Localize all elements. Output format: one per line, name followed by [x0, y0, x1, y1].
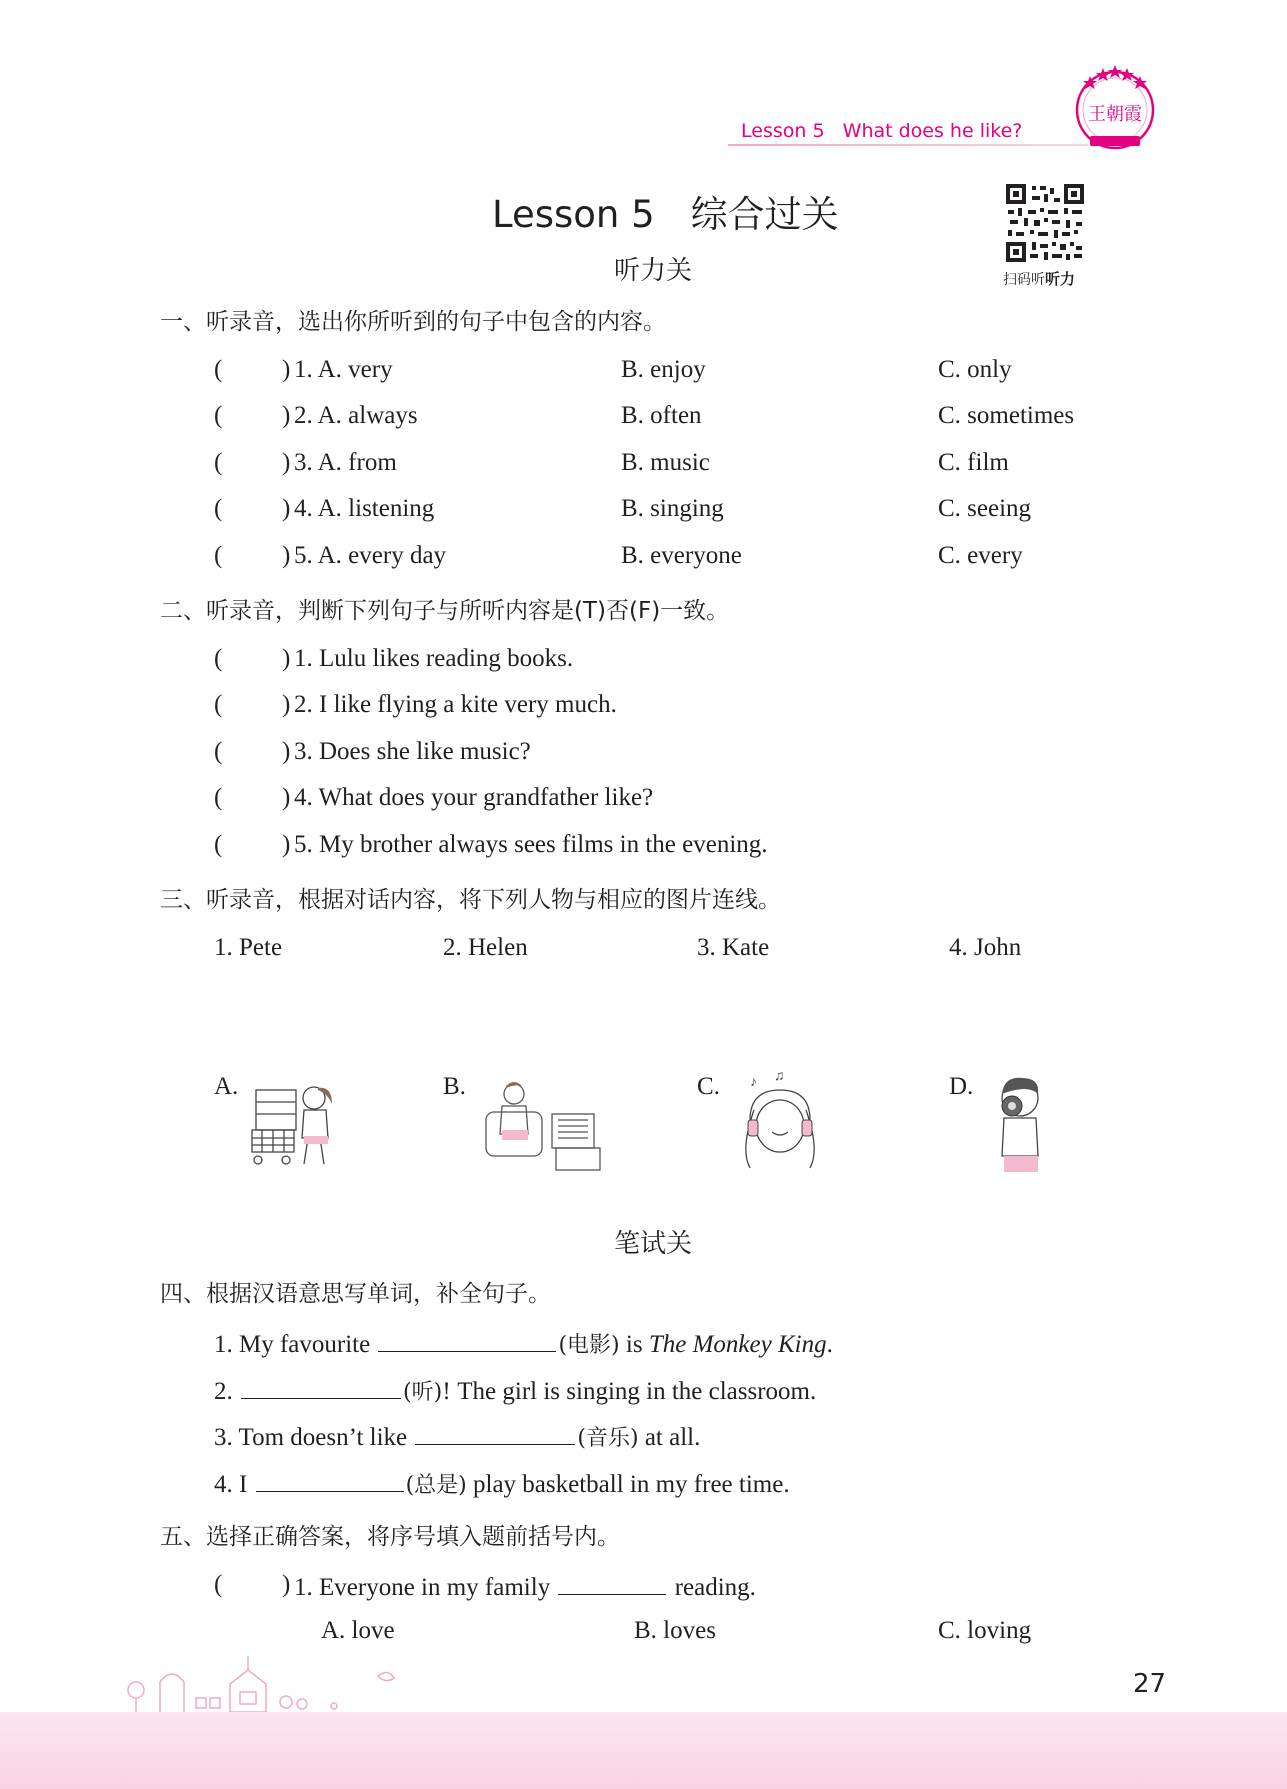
sentence-text: The girl is singing in the classroom. [457, 1378, 817, 1405]
sentence-text: 4. I [214, 1471, 248, 1498]
qr-caption-prefix: 扫码听 [1003, 272, 1045, 288]
answer-paren-close: ) [282, 495, 291, 522]
sentence-text: is [625, 1331, 643, 1358]
title-label: 综合过关 [690, 193, 839, 236]
sentence-text: . [826, 1331, 833, 1358]
qr-code-graphic [1006, 184, 1084, 262]
option-b: B. often [621, 402, 702, 429]
answer-paren-open: ( [214, 784, 223, 811]
chinese-hint: (音乐) [577, 1426, 639, 1451]
answer-blank[interactable] [241, 1376, 401, 1399]
part2-title: 二、听录音，判断下列句子与所听内容是(T)否(F)一致。 [160, 598, 730, 624]
sentence-text: 1. My favourite [214, 1331, 371, 1358]
option-b: B. enjoy [621, 356, 706, 383]
answer-paren-close: ) [282, 645, 291, 672]
question-text: 1. Everyone in my family [294, 1574, 551, 1601]
part3-title: 三、听录音，根据对话内容，将下列人物与相应的图片连线。 [160, 887, 781, 913]
picture-label-a: A. [214, 1073, 239, 1100]
answer-paren-open: ( [214, 691, 223, 718]
sentence-text: play basketball in my free time. [473, 1471, 790, 1498]
answer-blank[interactable] [558, 1572, 666, 1595]
picture-b-boy-watching-tv [482, 1078, 602, 1178]
running-header: Lesson 5 What does he like? [741, 120, 1023, 142]
sentence-1 [214, 1329, 833, 1357]
statement: 1. Lulu likes reading books. [294, 645, 574, 672]
answer-paren-close: ) [282, 691, 291, 718]
answer-paren-open: ( [214, 449, 223, 476]
option-b: B. music [621, 449, 710, 476]
statement: 4. What does your grandfather like? [294, 784, 654, 811]
chinese-hint: (听)! [403, 1380, 452, 1405]
answer-paren-close: ) [282, 402, 291, 429]
option-b: B. singing [621, 495, 724, 522]
statement: 2. I like flying a kite very much. [294, 691, 617, 718]
person-pete: 1. Pete [214, 934, 283, 961]
picture-label-c: C. [697, 1073, 720, 1100]
answer-paren-close: ) [282, 356, 291, 383]
sentence-text: 3. Tom doesn’t like [214, 1424, 408, 1451]
option-a: 2. A. always [294, 402, 418, 429]
answer-paren-close: ) [282, 449, 291, 476]
brand-seal [1070, 60, 1160, 155]
option-c: C. only [938, 356, 1012, 383]
picture-label-d: D. [949, 1073, 974, 1100]
qr-caption [1003, 268, 1075, 289]
answer-paren-open: ( [214, 1571, 223, 1598]
option-c: C. sometimes [938, 402, 1075, 429]
answer-paren-open: ( [214, 356, 223, 383]
header-rule [728, 144, 1088, 146]
answer-paren-close: ) [282, 1571, 291, 1598]
answer-paren-close: ) [282, 542, 291, 569]
answer-paren-open: ( [214, 738, 223, 765]
seal-text: 王朝霞 [1088, 104, 1142, 125]
answer-paren-open: ( [214, 402, 223, 429]
answer-blank[interactable] [256, 1469, 404, 1492]
answer-paren-open: ( [214, 831, 223, 858]
picture-c-girl-headphones [730, 1070, 830, 1175]
listening-heading: 听力关 [614, 256, 693, 286]
person-john: 4. John [949, 934, 1022, 961]
lesson-label: Lesson 5 [492, 193, 655, 236]
answer-blank[interactable] [415, 1422, 575, 1445]
answer-paren-open: ( [214, 495, 223, 522]
sentence-3 [214, 1422, 700, 1450]
answer-blank[interactable] [378, 1329, 556, 1352]
statement: 3. Does she like music? [294, 738, 531, 765]
answer-paren-open: ( [214, 542, 223, 569]
person-kate: 3. Kate [697, 934, 770, 961]
sentence-text: at all. [644, 1424, 701, 1451]
svg-text:♫: ♫ [774, 1070, 785, 1084]
part1-title: 一、听录音，选出你所听到的句子中包含的内容。 [160, 309, 666, 335]
question-1 [294, 1572, 756, 1600]
picture-d-boy-camera [980, 1072, 1060, 1178]
sentence-4 [214, 1469, 790, 1497]
footer-band [0, 1712, 1287, 1789]
option-c: C. every [938, 542, 1023, 569]
option-c: C. film [938, 449, 1009, 476]
picture-a-girl-shopping [248, 1080, 348, 1170]
option-a: 3. A. from [294, 449, 397, 476]
part4-title: 四、根据汉语意思写单词，补全句子。 [160, 1281, 551, 1307]
question-text: reading. [674, 1574, 756, 1601]
person-helen: 2. Helen [443, 934, 528, 961]
statement: 5. My brother always sees films in the evening. [294, 831, 768, 858]
chinese-hint: (电影) [558, 1333, 620, 1358]
page-title [492, 184, 839, 238]
option-a: 5. A. every day [294, 542, 447, 569]
choice-a: A. love [321, 1617, 395, 1644]
answer-paren-open: ( [214, 645, 223, 672]
chinese-hint: (总是) [405, 1473, 467, 1498]
option-c: C. seeing [938, 495, 1032, 522]
choice-b: B. loves [634, 1617, 716, 1644]
title-italic: The Monkey King [648, 1331, 827, 1358]
option-a: 4. A. listening [294, 495, 435, 522]
option-b: B. everyone [621, 542, 742, 569]
choice-c: C. loving [938, 1617, 1032, 1644]
sentence-text: 2. [214, 1378, 233, 1405]
qr-code[interactable] [1006, 184, 1084, 262]
writing-heading: 笔试关 [614, 1229, 693, 1259]
svg-text:♪: ♪ [750, 1075, 757, 1090]
answer-paren-close: ) [282, 738, 291, 765]
part5-title: 五、选择正确答案，将序号填入题前括号内。 [160, 1524, 620, 1550]
page-number: 27 [1133, 1669, 1167, 1699]
sentence-2 [214, 1376, 816, 1404]
answer-paren-close: ) [282, 784, 291, 811]
footer-decoration [120, 1648, 420, 1716]
option-a: 1. A. very [294, 356, 393, 383]
picture-label-b: B. [443, 1073, 466, 1100]
qr-caption-strong: 听力 [1045, 270, 1076, 288]
answer-paren-close: ) [282, 831, 291, 858]
